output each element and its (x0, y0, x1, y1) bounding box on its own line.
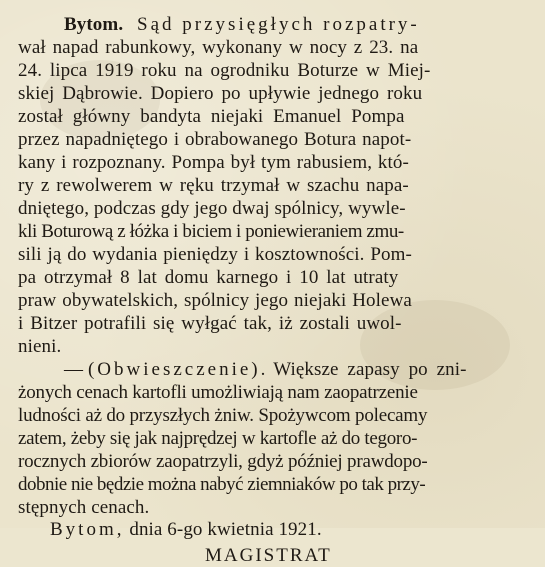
notice-line: stępnych cenach. (18, 497, 150, 518)
notice-label: (Obwieszczenie). (87, 359, 269, 380)
notice-first-line (64, 359, 467, 381)
dateline (50, 519, 322, 541)
signature: MAGISTRAT (205, 545, 332, 566)
article-line: pa otrzymał 8 lat domu karnego i 10 lat utraty (18, 267, 399, 288)
notice-line: żonych cenach kartofli umożliwiają nam zaopatrzenie (18, 382, 418, 403)
article-line: ry z rewolwerem w ręku trzymał w szachu napa- (18, 175, 409, 196)
article-line: i Bitzer potrafili się wyłgać tak, iż zostali uwol- (18, 313, 402, 334)
notice-line: rocznych zbiorów zaopatrzyli, gdyż później prawdopo- (18, 451, 428, 472)
article-line: Sąd przysięgłych rozpatry- (137, 14, 420, 35)
notice-line: ludności aż do przyszłych żniw. Spożywcom polecamy (18, 405, 428, 426)
article-line: kany i rozpoznany. Pompa był tym rabusiem, któ- (18, 152, 409, 173)
article-line: skiej Dąbrowie. Dopiero po upływie jednego roku (18, 83, 423, 104)
notice-line: dobnie nie będzie można nabyć ziemniaków po tak przy- (18, 474, 426, 495)
dateline-place: Bytom, (50, 519, 125, 540)
article-line: praw obywatelskich, spólnicy jego niejaki Holewa (18, 290, 412, 311)
notice-line: Większe zapasy po zni- (273, 359, 467, 380)
article-line: dniętego, podczas gdy jego dwaj spólnicy, wywle- (18, 198, 406, 219)
article-first-line (64, 14, 534, 36)
article-line: sili ją do wydania pieniędzy i kosztowności. Pom- (18, 244, 412, 265)
article-line: 24. lipca 1919 roku na ogrodniku Boturze w Miej- (18, 60, 431, 81)
article-line: nieni. (18, 336, 62, 357)
dateline-date: dnia 6-go kwietnia 1921. (129, 519, 322, 540)
article-line: został główny bandyta niejaki Emanuel Pompa (18, 106, 405, 127)
notice-line: zatem, żeby się jak najprędzej w kartofle aż do tegoro- (18, 428, 418, 449)
article-heading: Bytom. (64, 14, 124, 35)
notice-dash: — (64, 359, 84, 380)
article-line: wał napad rabunkowy, wykonany w nocy z 23. na (18, 37, 419, 58)
article-line: kli Boturową z łóżka i biciem i poniewieraniem zmu- (18, 221, 404, 242)
article-line: przez napadniętego i obrabowanego Botura napot- (18, 129, 412, 150)
